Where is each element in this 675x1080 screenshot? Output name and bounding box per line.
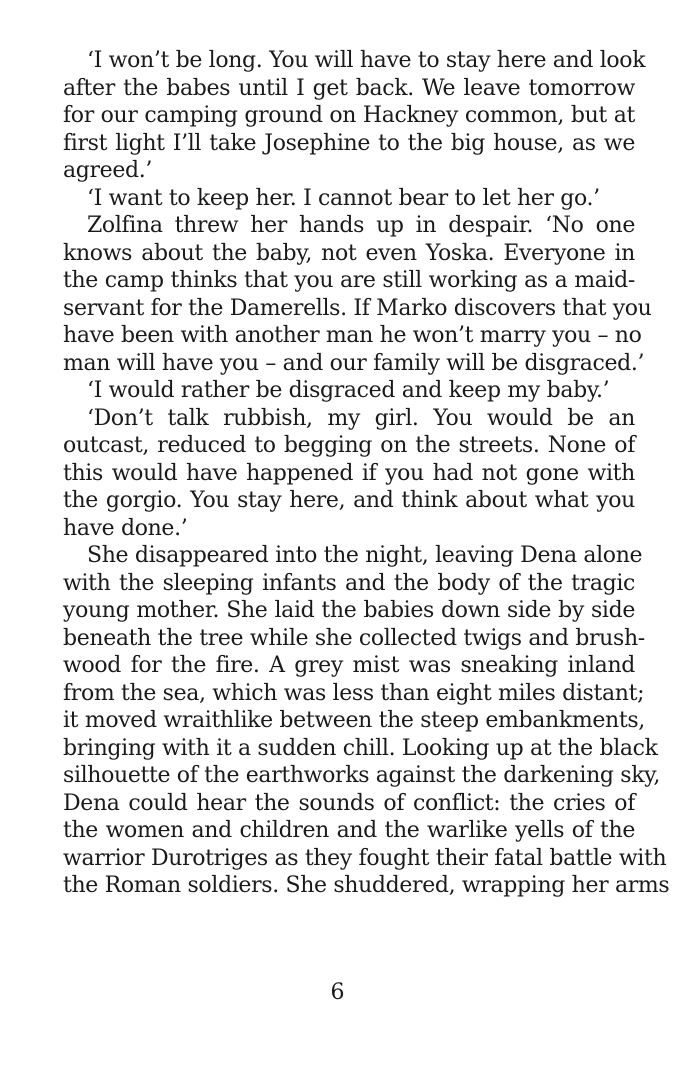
text-line: for our camping ground on Hackney common, but at [63, 103, 635, 128]
text-line: warrior Durotriges as they fought their fatal battle with [63, 845, 667, 871]
text-line: the women and children and the warlike yells of the [63, 818, 635, 843]
body-text [63, 47, 670, 900]
text-line: bringing with it a sudden chill. Looking up at the black [63, 735, 658, 761]
text-line: have done.’ [63, 515, 188, 541]
text-line: outcast, reduced to begging on the streets. None of [63, 433, 635, 458]
text-line: Zolfina threw her hands up in despair. ‘No one [87, 213, 635, 238]
text-line: ‘I won’t be long. You will have to stay here and look [87, 48, 646, 73]
text-line: first light I’ll take Josephine to the big house, as we [63, 130, 635, 156]
text-line: have been with another man he won’t marry you – no [63, 323, 642, 348]
text-line: ‘Don’t talk rubbish, my girl. You would be an [87, 405, 635, 431]
text-line: Dena could hear the sounds of conflict: the cries of [63, 790, 635, 816]
text-line: knows about the baby, not even Yoska. Everyone in [63, 240, 635, 266]
text-line: She disappeared into the night, leaving Dena alone [87, 543, 643, 568]
text-line: man will have you – and our family will be disgraced.’ [63, 350, 645, 376]
text-line: ‘I want to keep her. I cannot bear to let her go.’ [87, 185, 600, 211]
text-line: the gorgio. You stay here, and think about what you [63, 488, 635, 513]
text-line: agreed.’ [63, 158, 153, 183]
text-line: beneath the tree while she collected twigs and brush- [63, 625, 645, 651]
text-line: the camp thinks that you are still working as a maid- [63, 268, 635, 293]
page-number: 6 [330, 980, 345, 1005]
text-line: servant for the Damerells. If Marko discovers that you [63, 295, 652, 321]
text-line: from the sea, which was less than eight miles distant; [63, 680, 645, 706]
text-line: wood for the fire. A grey mist was sneaking inland [63, 653, 635, 678]
text-line: with the sleeping infants and the body of the tragic [63, 570, 635, 596]
text-line: ‘I would rather be disgraced and keep my baby.’ [87, 378, 610, 403]
text-line: it moved wraithlike between the steep embankments, [63, 708, 645, 733]
text-line: silhouette of the earthworks against the darkening sky, [63, 763, 660, 788]
text-line: the Roman soldiers. She shuddered, wrapping her arms [63, 873, 670, 898]
text-line: this would have happened if you had not gone with [63, 460, 635, 486]
text-line: after the babes until I get back. We leave tomorrow [63, 75, 635, 101]
text-line: young mother. She laid the babies down side by side [63, 598, 635, 623]
